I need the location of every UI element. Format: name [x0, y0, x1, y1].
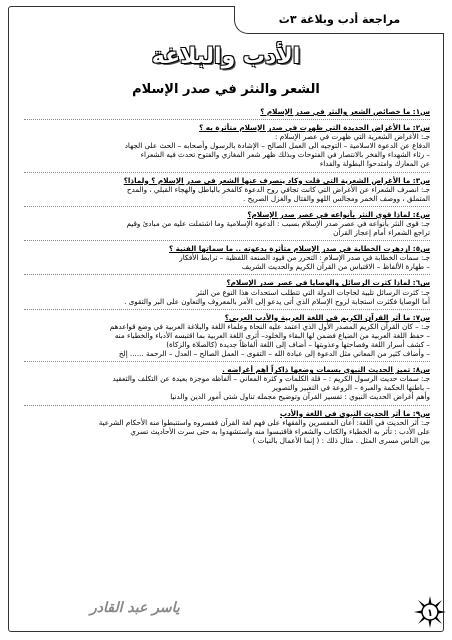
answer-line: جـ: كثرت الرسائل تلبية لحاجات الدولة التي تتطلب استحداث هذا النوع من النثر	[196, 287, 430, 297]
answer-line: جـ: – كان القرآن الكريم المصدر الأول الذي اعتمد عليه النحاة وعلماء اللغة والبلاغة العربية في وضع قواعدهم	[109, 321, 430, 331]
answer-line: – وأضاف كثير من المعاني مثل الدعوة إلى عبادة الله – التقوى – العمل الصالح – العدل – الرحمة ...... إلخ	[118, 349, 430, 359]
answer-line: جـ: قوى النثر بأنواعه في عصر صدر الإسلام بسبب : الدعوة الإسلامية وما اشتملت عليه من مبادئ وقيم	[126, 218, 430, 228]
divider	[24, 309, 430, 310]
question-3: س۳: ما الأغراض الشعرية التي قلت وكاد ينصرف عنها الشعر في صدر الإسلام ؟ ولماذا؟	[123, 175, 430, 185]
answer-line: جـ: سمات حديث الرسول الكريم : – قلة الكلمات و كثرة المعاني – ألفاظه موجزة بعيدة عن التكلف والتعقيد	[112, 374, 430, 384]
divider	[24, 172, 430, 173]
questions-list	[24, 104, 430, 445]
question-6: س٦: لماذا كثرت الرسائل والوصايا في عصر صدر الإسلام؟	[226, 278, 430, 288]
answer-line: على الأدب : تأثر به الخطباء والكتاب والشعراء فاقتبسوا منه واستشهدوا به حتى سرت الأحاديث تسري	[130, 426, 430, 436]
divider	[24, 274, 430, 275]
answer-line: المتملق ، ووصف الخمر ومجالس اللهو والقتال والغزل الصريح .	[243, 193, 430, 203]
question-1: س۱: ما خصائص الشعر والنثر في صدر الإسلام ؟	[260, 107, 430, 116]
page-number: ١	[426, 608, 434, 619]
page-subtitle: الشعر والنثر في صدر الإسلام	[132, 82, 320, 97]
answer-line: وأهم أغراض الحديث النبوي : تفسير القرآن وتوضيح مجمله تناول شتى أمور الدين والدنيا	[170, 392, 430, 402]
answer-line: جـ: الأغراض الشعرية التي ظهرت في عصر الإسلام :	[275, 132, 430, 142]
answer-line: عن المعارك وامتدحوا البطولة والفداء	[319, 159, 430, 169]
answer-line: الدفاع عن الدعوة الاسلامية – التوجيه الى العمل الصالح – الإشادة بالرسول وأصحابه – الحث على الجهاد	[124, 141, 430, 151]
question-4: س٤: لماذا قوي النثر بأنواعه في عصر صدر الإسلام؟	[247, 209, 430, 219]
page-number-badge	[414, 596, 446, 628]
answer-line: تراجع الشعراء أمام إعجاز القرآن	[333, 228, 430, 238]
answer-line: جـ: سمات الخطابة في صدر الإسلام : التحرر من قيود الصنعة اللفظية – ترابط الأفكار	[179, 253, 430, 263]
answer-line: – رثاء الشهداء والفخر بالانتصار في الفتوحات وبذلك ظهر شعر المغازي والفتوح تحدث فيه الشعراء	[140, 150, 430, 160]
author-signature: ياسر عبد القادر	[90, 600, 180, 616]
question-8: س۸: تميز الحديث النبوي بسمات وضعها ذاكراً أهم أغراضه .	[222, 365, 430, 375]
question-2: س۲: ما الأغراض الجديدة التي ظهرت في صدر الإسلام متأثرة به ؟	[199, 123, 430, 133]
page-title: الأدب والبلاغة	[151, 44, 301, 69]
divider	[24, 240, 430, 241]
header-ribbon: مراجعة أدب وبلاغة ٣ث	[234, 6, 444, 34]
divider	[24, 206, 430, 207]
answer-line: أما الوصايا فكثرت استجابة لروح الإسلام الذي أتى يدعو إلى الأمر بالمعروف والتعاون على البر والتقوى .	[124, 296, 430, 306]
answer-line: جـ: أثر الحديث في اللغة: أعان المفسرين والفقهاء على فهم لغة القرآن ففسروه واستنبطوا منه الأحكام الشرعية	[98, 417, 430, 427]
divider	[24, 361, 430, 362]
question-9: س۹: ما أثر الحديث النبوي في اللغة والأدب	[279, 408, 430, 418]
divider	[24, 405, 430, 406]
answer-line: جـ: انصرف الشعراء عن الأغراض التي كانت تجافي روح الدعوة كالفخر بالباطل والهجاء القبلي ، والمدح	[126, 184, 430, 194]
question-7: س۷: ما أثر القرآن الكريم في اللغة العربية والأدب العربي؟	[224, 312, 430, 322]
answer-line: – حفظ اللغة العربية من الضياع فضمن لها البقاء والخلود– أثرى اللغة العربية بما اقتبسه الأدباء والخطباء منه	[114, 330, 430, 340]
answer-line: – طهارة الألفاظ – الاقتباس من القرآن الكريم والحديث الشريف	[241, 262, 430, 272]
answer-line: – كشف أسرار اللغة وفصاحتها وعذوبتها – أضاف إلى اللغة ألفاظاً جديدة (كالصلاة والزكاة)	[166, 339, 430, 349]
answer-line: – باطنها الحكمة والعبرة – الروعة في التعبير والتصوير	[272, 383, 430, 393]
answer-line: بين الناس مسرى المثل . مثال ذلك : ( إنما الأعمال بالنيات )	[252, 435, 430, 445]
question-5: س٥: ازدهرت الخطابة في صدر الإسلام متأثرة بدعوته .. ما سماتها الفنية ؟	[169, 244, 430, 254]
divider	[24, 119, 430, 120]
